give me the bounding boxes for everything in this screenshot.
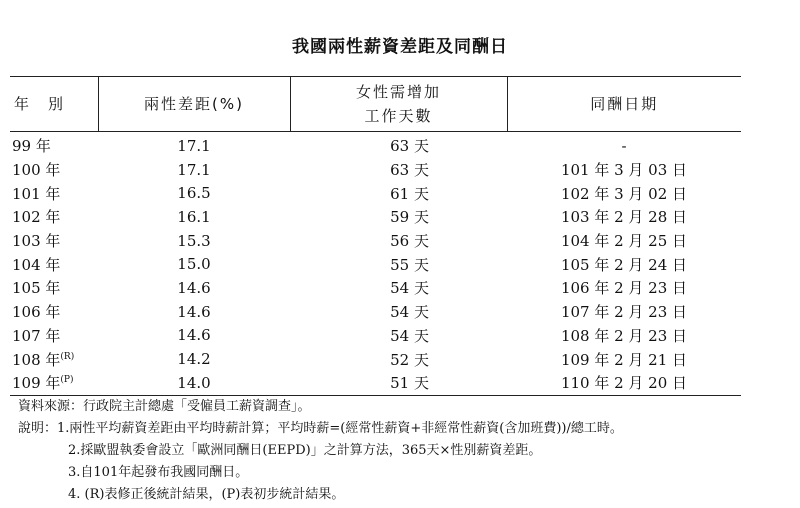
- cell-days: 52 天: [390, 350, 429, 369]
- cell-gap: 14.6: [177, 278, 211, 297]
- year-text: 107 年: [12, 326, 61, 345]
- cell-year: [10, 205, 98, 229]
- year-text: 100 年: [12, 161, 61, 180]
- table-row: [10, 300, 741, 324]
- note-4: 4. (R)表修正後統計結果，(P)表初步統計結果。: [68, 487, 345, 502]
- cell-days: 54 天: [390, 279, 429, 298]
- cell-gap: 17.1: [177, 160, 211, 179]
- cell-year: [10, 347, 98, 371]
- table-row: [10, 205, 741, 229]
- cell-gap: 15.3: [177, 231, 211, 250]
- table-row: [10, 276, 741, 300]
- cell-date: 107 年 2 月 23 日: [560, 303, 688, 322]
- table-row: [10, 252, 741, 276]
- year-text: 99 年: [12, 137, 51, 156]
- header-days-line2: 工作天數: [364, 107, 433, 125]
- cell-days: 51 天: [290, 371, 507, 395]
- year-text: 103 年: [12, 232, 61, 251]
- page-title: 我國兩性薪資差距及同酬日: [292, 37, 508, 57]
- note-3: 3.自101年起發布我國同酬日。: [68, 465, 249, 480]
- year-text: 101 年: [12, 184, 61, 203]
- year-mark: (R): [60, 351, 75, 362]
- cell-date: 106 年 2 月 23 日: [560, 279, 688, 298]
- cell-gap: 15.0: [177, 255, 211, 274]
- cell-year: [10, 158, 98, 182]
- cell-year: [10, 181, 98, 205]
- cell-date: 105 年 2 月 24 日: [560, 255, 688, 274]
- cell-days: 54 天: [390, 326, 429, 345]
- header-gap: 兩性差距(%): [98, 77, 290, 132]
- pay-gap-table: [10, 76, 741, 396]
- cell-gap: 17.1: [177, 136, 211, 155]
- cell-date: -: [621, 136, 627, 155]
- cell-gap: 16.1: [177, 207, 211, 226]
- header-date: 同酬日期: [507, 77, 741, 132]
- cell-days: 61 天: [390, 184, 429, 203]
- note-2: 2.採歐盟執委會設立「歐洲同酬日(EEPD)」之計算方法，365天×性別薪資差距。: [68, 443, 542, 458]
- year-text: 108 年: [12, 350, 61, 369]
- notes: [18, 396, 798, 506]
- table-row: [10, 158, 741, 182]
- cell-days: 63 天: [390, 137, 429, 156]
- note-1: 說明：1.兩性平均薪資差距由平均時薪計算；平均時薪=(經常性薪資+非經常性薪資(含加班費))/總工時。: [18, 421, 623, 436]
- cell-date: 103 年 2 月 28 日: [560, 208, 688, 227]
- year-text: 106 年: [12, 303, 61, 322]
- cell-date: 109 年 2 月 21 日: [560, 350, 688, 369]
- year-mark: (P): [60, 375, 74, 386]
- cell-date: 108 年 2 月 23 日: [560, 326, 688, 345]
- table-row: [10, 371, 741, 395]
- cell-year: [10, 276, 98, 300]
- cell-year: [10, 324, 98, 348]
- cell-year: [10, 229, 98, 253]
- cell-days: 63 天: [390, 161, 429, 180]
- header-days: [290, 77, 507, 132]
- cell-gap: 16.5: [177, 184, 211, 203]
- cell-gap: 14.2: [177, 350, 211, 369]
- year-text: 104 年: [12, 255, 61, 274]
- table-body: [10, 132, 741, 396]
- header-days-line1: 女性需增加: [355, 83, 441, 101]
- cell-year: [10, 371, 98, 395]
- cell-days: 56 天: [390, 232, 429, 251]
- table-row: [10, 324, 741, 348]
- cell-year: [10, 132, 98, 158]
- year-text: 105 年: [12, 279, 61, 298]
- year-text: 102 年: [12, 208, 61, 227]
- cell-gap: 14.6: [177, 326, 211, 345]
- table-row: [10, 181, 741, 205]
- cell-date: 101 年 3 月 03 日: [560, 161, 688, 180]
- cell-date: 104 年 2 月 25 日: [560, 232, 688, 251]
- cell-gap: 14.0: [98, 371, 290, 395]
- cell-days: 59 天: [390, 208, 429, 227]
- cell-days: 55 天: [390, 255, 429, 274]
- cell-days: 54 天: [390, 303, 429, 322]
- cell-gap: 14.6: [177, 302, 211, 321]
- year-text: 109 年: [12, 374, 61, 393]
- table-row: [10, 132, 741, 158]
- cell-year: [10, 300, 98, 324]
- table-row: [10, 347, 741, 371]
- cell-year: [10, 252, 98, 276]
- header-year: 年 別: [10, 77, 98, 132]
- cell-date: 110 年 2 月 20 日: [507, 371, 741, 395]
- table-header-row: [10, 77, 741, 132]
- note-source: 資料來源：行政院主計總處「受僱員工薪資調查」。: [18, 399, 311, 414]
- cell-date: 102 年 3 月 02 日: [560, 184, 688, 203]
- table-row: [10, 229, 741, 253]
